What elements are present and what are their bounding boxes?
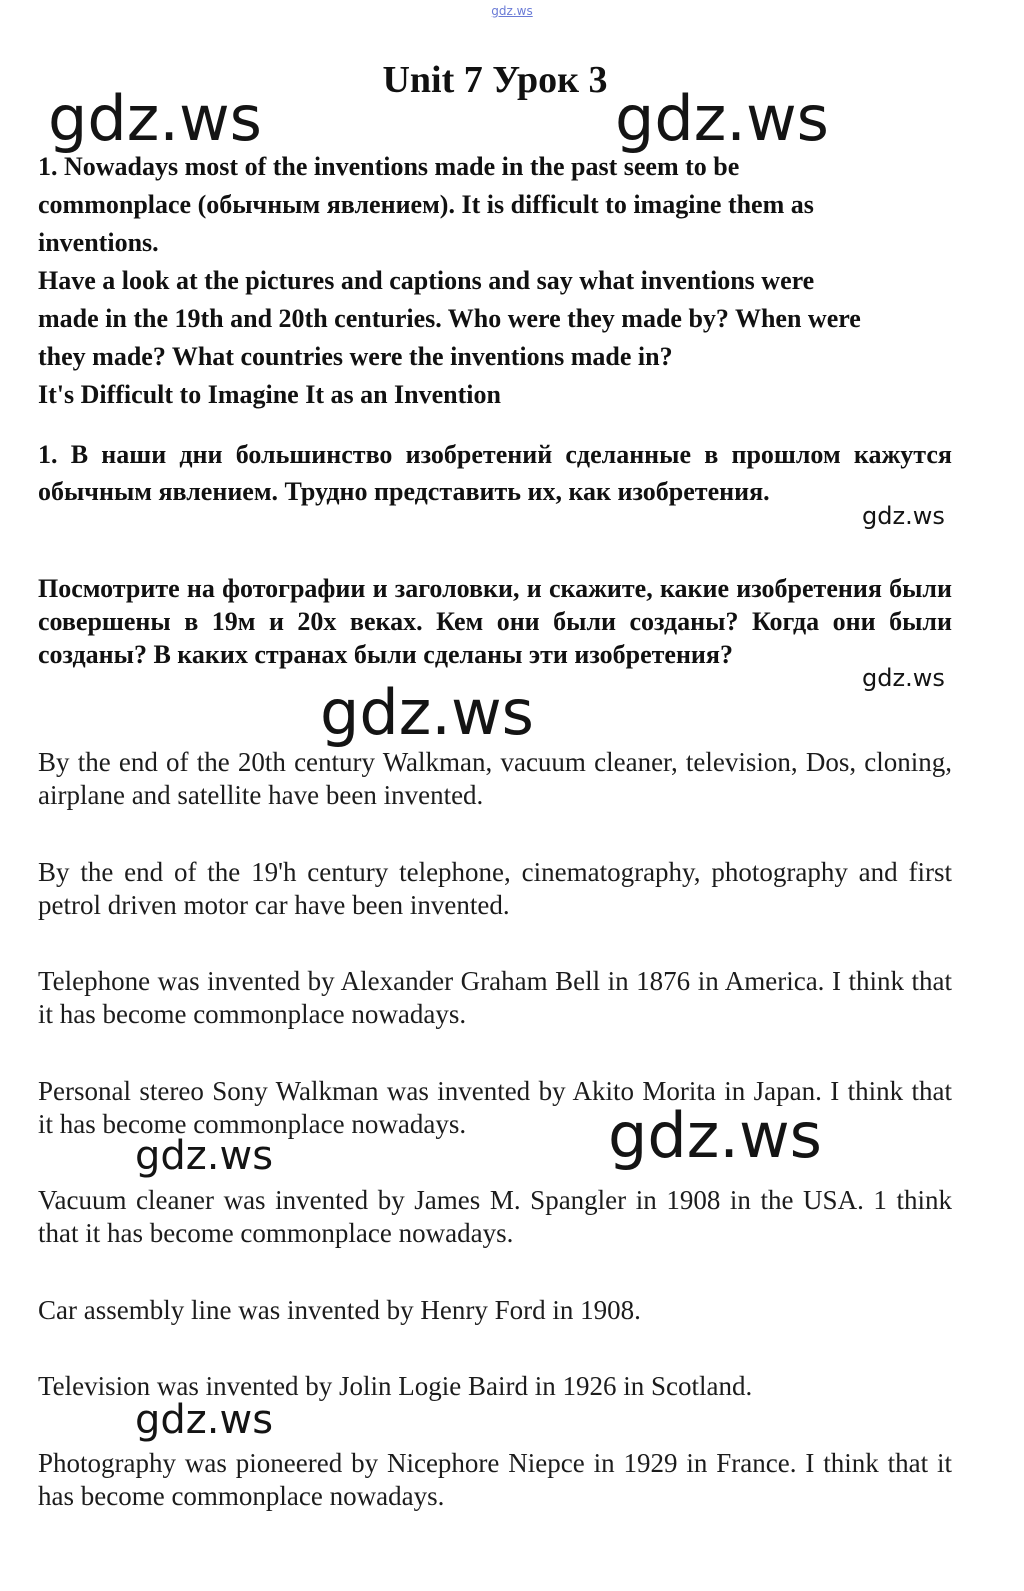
task-russian-question: Посмотрите на фотографии и заголовки, и скажите, какие изобретения были совершены в 19м и 20х веках. Кем они были созданы? Когда они были созданы? В каких странах были сделаны эти изобретения? [38, 574, 952, 669]
answer-paragraph: By the end of the 19'h century telephone, cinematography, photography and first petrol driven motor car have been invented. [38, 857, 952, 920]
task-line: 1. Nowadays most of the inventions made in the past seem to be [38, 152, 740, 181]
task-heading: It's Difficult to Imagine It as an Invention [38, 380, 501, 409]
task-russian-intro: 1. В наши дни большинство изобретений сделанные в прошлом кажутся обычным явлением. Трудно представить их, как изобретения. [38, 440, 952, 506]
task-line: Have a look at the pictures and captions and say what inventions were [38, 266, 815, 295]
answer-paragraph: Car assembly line was invented by Henry Ford in 1908. [38, 1295, 641, 1325]
task-line: made in the 19th and 20th centuries. Who were they made by? When were [38, 304, 861, 333]
answer-paragraph: Personal stereo Sony Walkman was invented by Akito Morita in Japan. I think that it has become commonplace nowadays. [38, 1076, 952, 1139]
answer-paragraph: Television was invented by Jolin Logie Baird in 1926 in Scotland. [38, 1371, 753, 1401]
watermark: gdz.ws [862, 664, 945, 692]
task-line: they made? What countries were the inventions made in? [38, 342, 673, 371]
top-watermark-link[interactable]: gdz.ws [491, 4, 533, 18]
watermark: gdz.ws [48, 82, 262, 155]
answer-paragraph: By the end of the 20th century Walkman, vacuum cleaner, television, Dos, cloning, airplane and satellite have been invented. [38, 747, 952, 810]
watermark: gdz.ws [135, 1133, 274, 1179]
watermark: gdz.ws [615, 82, 829, 155]
page-title: Unit 7 Урок 3 [382, 59, 608, 101]
watermark: gdz.ws [862, 502, 945, 530]
watermark: gdz.ws [135, 1397, 274, 1443]
watermark: gdz.ws [608, 1099, 822, 1172]
watermark: gdz.ws [320, 676, 534, 749]
answer-paragraph: Telephone was invented by Alexander Graham Bell in 1876 in America. I think that it has become commonplace nowadays. [38, 966, 952, 1029]
answer-paragraph: Photography was pioneered by Nicephore Niepce in 1929 in France. I think that it has become commonplace nowadays. [38, 1448, 952, 1511]
task-english [38, 148, 952, 414]
answer-paragraph: Vacuum cleaner was invented by James M. Spangler in 1908 in the USA. 1 think that it has become commonplace nowadays. [38, 1185, 952, 1248]
task-line: inventions. [38, 228, 159, 257]
task-line: commonplace (обычным явлением). It is difficult to imagine them as [38, 190, 814, 219]
